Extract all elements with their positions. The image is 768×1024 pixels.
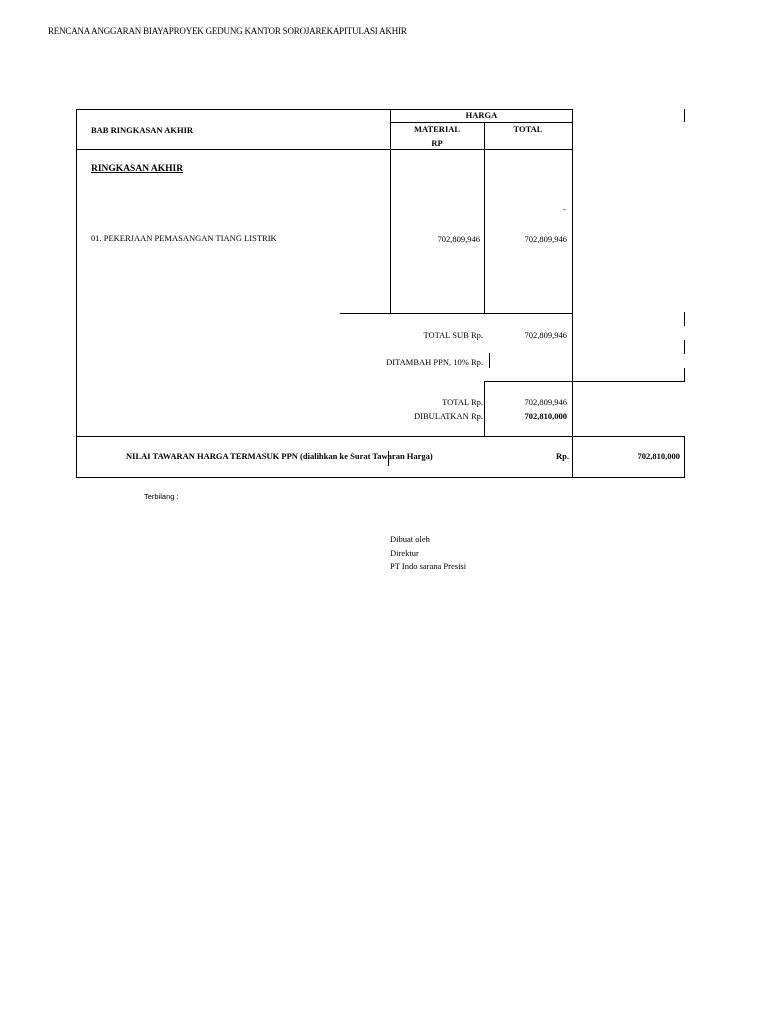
dash-mark: - <box>563 204 566 214</box>
total-value: 702,809,946 <box>524 397 567 407</box>
header-material: MATERIAL <box>413 124 461 134</box>
nilai-tawaran-value: 702,810,000 <box>637 451 680 461</box>
total-sub-label: TOTAL SUB Rp. <box>423 330 483 340</box>
header-bab: BAB RINGKASAN AKHIR <box>91 125 194 135</box>
section-title: RINGKASAN AKHIR <box>91 164 184 174</box>
company-name: PT Indo sarana Presisi <box>390 561 467 571</box>
dibulatkan-label: DIBULATKAN Rp. <box>414 411 483 421</box>
item-label: 01. PEKERJAAN PEMASANGAN TIANG LISTRIK <box>91 233 277 243</box>
dibuat-oleh: Dibuat oleh <box>390 534 430 544</box>
total-sub-value: 702,809,946 <box>524 330 567 340</box>
nilai-tawaran-label: NILAI TAWARAN HARGA TERMASUK PPN (dialihkan ke Surat Tawaran Harga) <box>126 451 433 461</box>
terbilang: Terbilang : <box>144 492 179 501</box>
direktur: Direktur <box>390 548 419 558</box>
item-material: 702,809,946 <box>437 234 480 244</box>
dibulatkan-value: 702,810,000 <box>524 411 567 421</box>
header-total: TOTAL <box>513 124 543 134</box>
header-harga: HARGA <box>465 110 498 120</box>
header-rp: RP <box>431 138 443 148</box>
document-title: RENCANA ANGGARAN BIAYAPROYEK GEDUNG KANTOR SOROJAREKAPITULASI AKHIR <box>48 26 407 36</box>
item-total: 702,809,946 <box>524 234 567 244</box>
total-label: TOTAL Rp. <box>442 397 483 407</box>
nilai-tawaran-currency: Rp. <box>556 451 569 461</box>
ppn-label: DITAMBAH PPN, 10% Rp. <box>386 357 483 367</box>
